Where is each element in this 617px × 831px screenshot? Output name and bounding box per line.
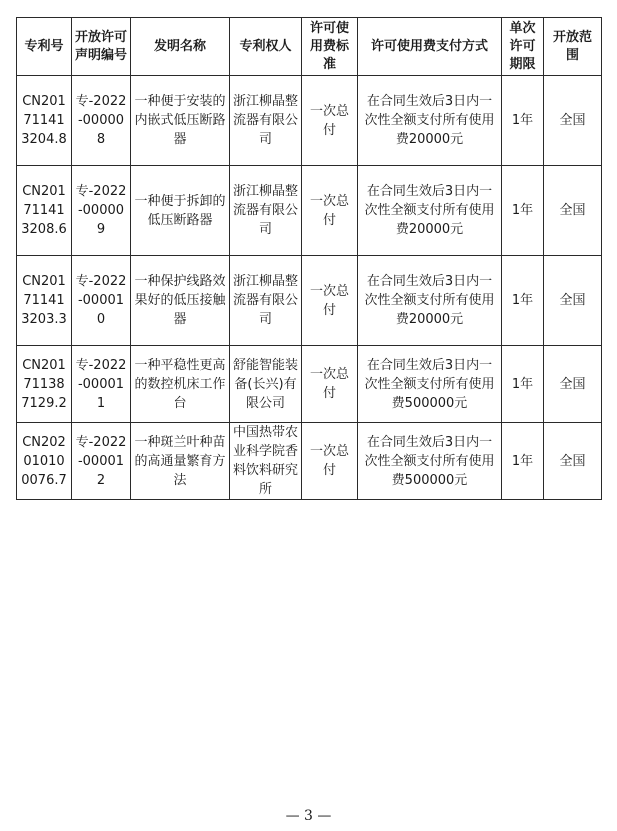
- cell-scope: 全国: [544, 423, 602, 500]
- cell-fee-standard: 一次总付: [302, 346, 358, 423]
- cell-license-no: 专-2022-000012: [72, 423, 131, 500]
- cell-fee-standard: 一次总付: [302, 256, 358, 346]
- header-fee-standard: 许可使用费标准: [302, 18, 358, 76]
- cell-patentee: 浙江柳晶整流器有限公司: [230, 256, 302, 346]
- header-invention-name: 发明名称: [131, 18, 230, 76]
- header-license-no: 开放许可声明编号: [72, 18, 131, 76]
- cell-license-no: 专-2022-000008: [72, 76, 131, 166]
- table-row: [17, 256, 602, 346]
- header-patentee: 专利权人: [230, 18, 302, 76]
- cell-payment-method: 在合同生效后3日内一次性全额支付所有使用费500000元: [358, 346, 502, 423]
- cell-license-no: 专-2022-000011: [72, 346, 131, 423]
- table-row: [17, 76, 602, 166]
- patent-license-table: [16, 17, 602, 500]
- cell-scope: 全国: [544, 166, 602, 256]
- cell-period: 1年: [502, 76, 544, 166]
- cell-invention-name: 一种保护线路效果好的低压接触器: [131, 256, 230, 346]
- cell-patentee: 浙江柳晶整流器有限公司: [230, 76, 302, 166]
- cell-fee-standard: 一次总付: [302, 76, 358, 166]
- cell-period: 1年: [502, 346, 544, 423]
- cell-patent-no: CN201711387129.2: [17, 346, 72, 423]
- header-row: [17, 18, 602, 76]
- header-scope: 开放范围: [544, 18, 602, 76]
- table-row: [17, 423, 602, 500]
- cell-scope: 全国: [544, 256, 602, 346]
- cell-invention-name: 一种斑兰叶种苗的高通量繁育方法: [131, 423, 230, 500]
- cell-payment-method: 在合同生效后3日内一次性全额支付所有使用费20000元: [358, 166, 502, 256]
- cell-patentee: 舒能智能装备(长兴)有限公司: [230, 346, 302, 423]
- cell-invention-name: 一种便于安装的内嵌式低压断路器: [131, 76, 230, 166]
- header-payment-method: 许可使用费支付方式: [358, 18, 502, 76]
- cell-scope: 全国: [544, 346, 602, 423]
- cell-patentee: 中国热带农业科学院香料饮料研究所: [230, 423, 302, 500]
- cell-patent-no: CN201711413203.3: [17, 256, 72, 346]
- cell-license-no: 专-2022-000009: [72, 166, 131, 256]
- cell-invention-name: 一种平稳性更高的数控机床工作台: [131, 346, 230, 423]
- cell-period: 1年: [502, 256, 544, 346]
- header-patent-no: 专利号: [17, 18, 72, 76]
- header-period: 单次许可期限: [502, 18, 544, 76]
- cell-invention-name: 一种便于拆卸的低压断路器: [131, 166, 230, 256]
- cell-patentee: 浙江柳晶整流器有限公司: [230, 166, 302, 256]
- cell-payment-method: 在合同生效后3日内一次性全额支付所有使用费20000元: [358, 76, 502, 166]
- cell-patent-no: CN202010100076.7: [17, 423, 72, 500]
- cell-scope: 全国: [544, 76, 602, 166]
- cell-patent-no: CN201711413204.8: [17, 76, 72, 166]
- cell-fee-standard: 一次总付: [302, 423, 358, 500]
- cell-fee-standard: 一次总付: [302, 166, 358, 256]
- cell-payment-method: 在合同生效后3日内一次性全额支付所有使用费20000元: [358, 256, 502, 346]
- cell-patent-no: CN201711413208.6: [17, 166, 72, 256]
- page-number: — 3 —: [285, 808, 332, 824]
- cell-license-no: 专-2022-000010: [72, 256, 131, 346]
- table-row: [17, 166, 602, 256]
- cell-period: 1年: [502, 423, 544, 500]
- cell-payment-method: 在合同生效后3日内一次性全额支付所有使用费500000元: [358, 423, 502, 500]
- table-row: [17, 346, 602, 423]
- cell-period: 1年: [502, 166, 544, 256]
